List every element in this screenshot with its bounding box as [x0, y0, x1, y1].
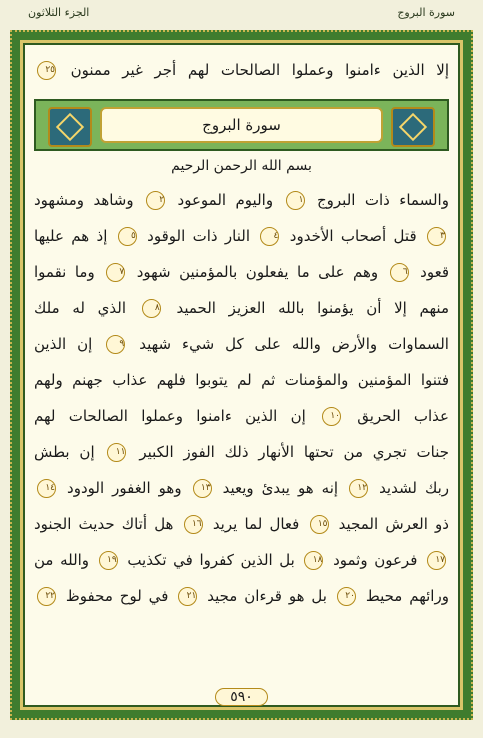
- verse-text: وهم على ما يفعلون بالمؤمنين شهود: [136, 263, 379, 281]
- verse-text: السماوات والأرض والله على كل شيء شهيد: [139, 335, 449, 353]
- verse-text: إنه هو يبدئ ويعيد: [222, 479, 339, 497]
- verse-text: في لوح محفوظ: [65, 587, 169, 605]
- text-line-5: [34, 290, 449, 326]
- page-header: [0, 0, 483, 30]
- surah-banner: [34, 99, 449, 151]
- text-line-10: [34, 470, 449, 506]
- text-line-11: [34, 506, 449, 542]
- verse-text: بل الذين كفروا في تكذيب: [127, 551, 295, 569]
- ayah-number: ١٧: [427, 551, 446, 570]
- ayah-number: ٧: [106, 263, 125, 282]
- verse-text: ورائهم محيط: [365, 587, 449, 605]
- ayah-number: ٨: [142, 299, 161, 318]
- ayah-number: ١١: [107, 443, 126, 462]
- verse-text: ذو العرش المجيد: [338, 515, 449, 533]
- text-line-9: [34, 434, 449, 470]
- verse-text: عذاب الحريق: [357, 407, 449, 425]
- ayah-number: ٢١: [178, 587, 197, 606]
- text-area: [34, 52, 449, 684]
- ayah-number: ٦: [390, 263, 409, 282]
- verse-text: إلا الذين ءامنوا وعملوا الصالحات لهم أجر غير ممنون: [70, 61, 449, 79]
- verse-text: قتل أصحاب الأخدود: [289, 227, 417, 245]
- ayah-number: ١٦: [184, 515, 203, 534]
- verse-text: فرعون وثمود: [333, 551, 418, 569]
- text-line-2: [34, 182, 449, 218]
- ayah-number: ١٥: [310, 515, 329, 534]
- ayah-number: ٢: [146, 191, 165, 210]
- verse-text: فتنوا المؤمنين والمؤمنات ثم لم يتوبوا فلهم عذاب جهنم ولهم: [34, 371, 449, 389]
- verse-text: واليوم الموعود: [177, 191, 274, 209]
- verse-text: وهو الغفور الودود: [67, 479, 182, 497]
- verse-text: منهم إلا أن يؤمنوا بالله العزيز الحميد: [176, 299, 449, 317]
- ayah-number: ١٨: [304, 551, 323, 570]
- ornament-icon: [48, 107, 92, 147]
- ayah-number: ١: [286, 191, 305, 210]
- ayah-number: ٥: [118, 227, 137, 246]
- verse-text: إذ هم عليها: [34, 227, 108, 245]
- text-line-6: [34, 326, 449, 362]
- verse-text: جنات تجري من تحتها الأنهار ذلك الفوز الكبير: [139, 443, 449, 461]
- verse-text: هل أتاك حديث الجنود: [34, 515, 174, 533]
- page-number: [20, 688, 463, 706]
- ayah-number: ٢٢: [37, 587, 56, 606]
- verse-text: والسماء ذات البروج: [316, 191, 449, 209]
- ayah-number: ٣: [427, 227, 446, 246]
- surah-title-box: [100, 107, 383, 143]
- verse-text: النار ذات الوقود: [147, 227, 251, 245]
- ayah-number: ١٢: [349, 479, 368, 498]
- text-line-7: [34, 362, 449, 398]
- page-number-text: ٥٩٠: [215, 688, 268, 706]
- ornament-icon: [391, 107, 435, 147]
- text-line-8: [34, 398, 449, 434]
- text-line-12: [34, 542, 449, 578]
- ayah-number: ١٣: [193, 479, 212, 498]
- basmala: بسم الله الرحمن الرحيم: [171, 158, 312, 174]
- verse-text: والله من: [34, 551, 90, 569]
- text-line-1: [34, 52, 449, 88]
- verse-text: فعال لما يريد: [212, 515, 300, 533]
- verse-text: الذي له ملك: [34, 299, 127, 317]
- verse-text: ربك لشديد: [379, 479, 449, 497]
- verse-text: وشاهد ومشهود: [34, 191, 134, 209]
- ayah-number: ١٩: [99, 551, 118, 570]
- verse-text: وما نقموا: [34, 263, 95, 281]
- page-frame: [10, 30, 473, 720]
- verse-text: قعود: [420, 263, 449, 281]
- ayah-number: ٢٥: [37, 61, 56, 80]
- verse-text: إن الذين ءامنوا وعملوا الصالحات لهم: [34, 407, 306, 425]
- ayah-number: ٢٠: [337, 587, 356, 606]
- text-line-3: [34, 218, 449, 254]
- surah-title: سورة البروج: [202, 116, 281, 134]
- verse-text: إن بطش: [34, 443, 95, 461]
- text-line-13: [34, 578, 449, 614]
- ayah-number: ٩: [106, 335, 125, 354]
- verse-text: إن الذين: [34, 335, 93, 353]
- surah-label: سورة البروج: [397, 6, 455, 19]
- ayah-number: ١٤: [37, 479, 56, 498]
- juz-label: الجزء الثلاثون: [28, 6, 90, 19]
- ayah-number: ٤: [260, 227, 279, 246]
- text-line-4: [34, 254, 449, 290]
- verse-text: بل هو قرءان مجيد: [207, 587, 327, 605]
- ayah-number: ١٠: [322, 407, 341, 426]
